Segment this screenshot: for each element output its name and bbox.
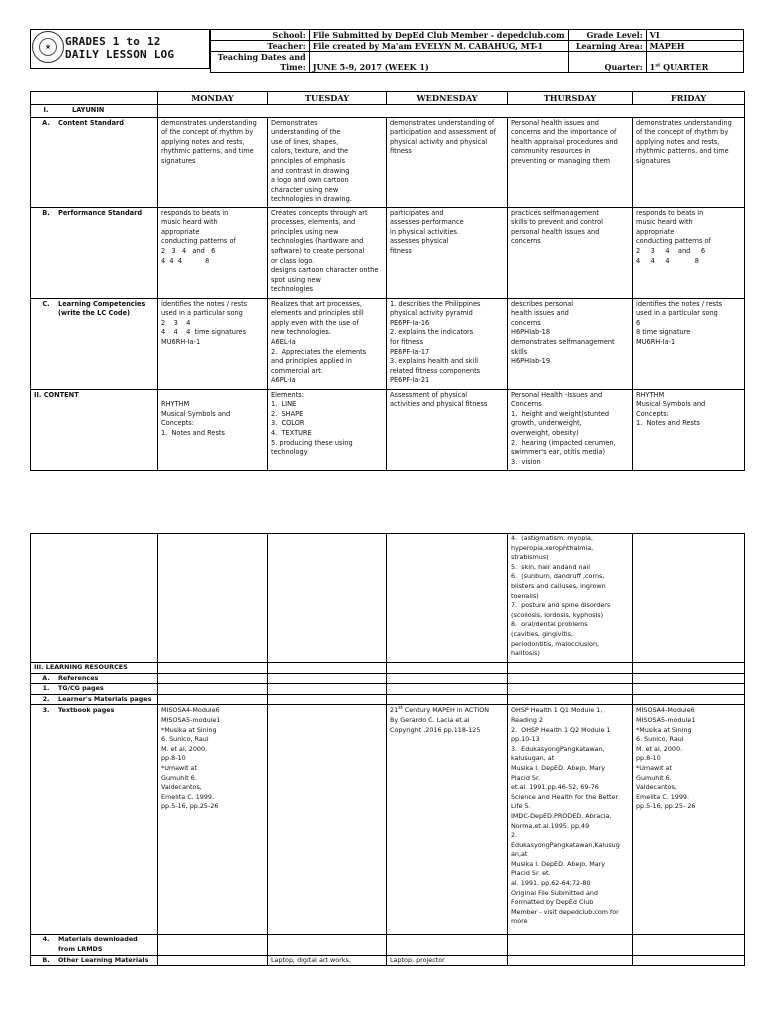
cell-line: Elements: [271,390,304,399]
cell-line: toenails) [511,591,539,600]
cell-line: Science and Health for the Better [511,792,619,801]
cell-line: Realizes that art processes, [271,299,362,308]
cell-line: Norma,et.al.1995. pp.49 [511,821,590,830]
cell-line: 4 4 4 8 [636,256,699,265]
cell-line: spot using new [271,275,321,284]
cell-line: PE6PF-Ia-17 [390,347,430,356]
cell-line: 2 3 4 and 6 [161,246,216,255]
cell-line: pp.8-10 [161,754,186,763]
content-label: II. CONTENT [31,389,158,470]
day-header-thursday: THURSDAY [508,92,633,105]
cell-line: Personal Health -Issues and [511,390,603,399]
cell-line: Valdecantos, [636,783,677,792]
teaching-dates-label-1: Teaching Dates and [211,52,310,63]
cell-line: halitosis) [511,649,540,658]
cell-line: character using new [271,185,339,194]
cell-line: A6EL-Ia [271,337,296,346]
continuation-label-blank [31,534,158,663]
cell-line: physical activity pyramid [390,309,473,318]
cell-line: technologies in drawing. [271,195,352,204]
cell-line: processes, elements, and [271,218,356,227]
cell-line: MISOSA5-module1 [161,715,221,724]
cell-line: physical activity and physical [390,137,488,146]
cell-competencies-tue [268,298,387,389]
cell-line: hyperopia,xerophthalmia, [511,543,594,552]
cell-line: pp.8-10 [636,754,661,763]
learning-area-label: Learning Area: [568,41,646,52]
cell-line: 8 time signature [636,328,691,337]
cell-line: 1. describes the Philippines [390,299,481,308]
cell-line: rhythmic patterns, and time [636,147,729,156]
cell-line: Concepts: [161,419,194,428]
cell-other-tue: Laptop, digital art works, [268,955,387,966]
learning-competencies-label: C. Learning Competencies (write the LC Code) [31,298,158,389]
cell-line: EdukasyongPangkatawan,Kalusug [511,840,620,849]
cell-line: A6PL-Ia [271,376,296,385]
cell-line: Musika I. DepED. Abejo, Mary [511,763,606,772]
cell-content-cont-mon [158,534,268,663]
cell-line: kalusugan, at [511,754,555,763]
cell-line: Original File Submitted and [511,888,598,897]
cell-line: concerns and the importance of [511,128,617,137]
cell-content-cont-thu [508,534,633,663]
cell-line: et.al. 1991.pp.46-52, 69-76 [511,783,599,792]
cell-performance-standard-mon [158,207,268,298]
cell-line: preventing or managing them [511,156,611,165]
cell-line: *Umawit at [161,763,197,772]
cell-line: 1. Notes and Rests [161,428,225,437]
cell-line: concerns [511,318,541,327]
cell-line: Valdecantos, [161,783,202,792]
cell-line: personal health issues and [511,227,600,236]
cell-line: or class logo. [271,256,315,265]
cell-line: Emelita C. 1999. [636,792,690,801]
cell-content-mon [158,389,268,470]
cell-line: MISOSA5-module1 [636,715,696,724]
cell-line: software) to create personal [271,246,365,255]
cell-line: responds to beats in [161,208,229,217]
corner-cell [31,92,158,105]
cell-line: OHSP Health 1 Q1 Module 1, [511,706,603,715]
cell-line: 4. (astigmatism, myopia, [511,534,593,542]
cell-content-cont-tue [268,534,387,663]
cell-line: Musical Symbols and [161,409,231,418]
cell-line: 4. TEXTURE [271,428,312,437]
cell-line: describes personal [511,299,574,308]
cell-line: new technologies. [271,328,331,337]
cell-line: apply even with the use of [271,318,359,327]
learning-area-value: MAPEH [646,41,743,52]
cell-competencies-fri [633,298,745,389]
layunin-label: I. LAYUNIN [31,105,158,118]
cell-line: 3. explains health and skill [390,357,479,366]
cell-content-standard-mon [158,117,268,207]
day-header-monday: MONDAY [158,92,268,105]
cell-line: PE6PF-Ia-16 [390,318,430,327]
cell-line: Placid Sr. [511,773,541,782]
other-materials-label: B. Other Learning Materials [31,955,158,966]
cell-line: 6. Sunico, Raul [636,735,684,744]
title-line-1: GRADES 1 to 12 [65,35,161,48]
lesson-table-part-1 [30,91,745,471]
cell-line: technologies [271,285,314,294]
cell-line: a logo and own cartoon [271,176,349,185]
cell-content-cont-fri [633,534,745,663]
cell-performance-standard-fri [633,207,745,298]
cell-line: growth, underweight, [511,419,582,428]
cell-line: assesses performance [390,218,464,227]
cell-textbook-fri [633,705,745,935]
cell-line: responds to beats in [636,208,704,217]
teaching-dates-value: JUNE 5-9, 2017 (WEEK 1) [309,62,568,73]
cell-line: activities and physical fitness [390,400,488,409]
cell-line: (scoliosis, lordosis, kyphosis) [511,610,604,619]
cell-line: 2. Appreciates the elements [271,347,367,356]
cell-textbook-tue [268,705,387,935]
cell-line: more [511,917,528,926]
layunin-blank [158,105,745,118]
cell-line: demonstrates understanding [636,118,732,127]
cell-other-mon [158,955,268,966]
cell-line: 7. posture and spine disorders [511,601,611,610]
cell-line: *Musika at Sining [161,725,217,734]
cell-textbook-wed: 21st Century MAPEH in ACTION By Gerardo C. Lacia et.al Copyright ,2016 pp.118-125 [387,705,508,935]
cell-line: assesses physical [390,237,449,246]
cell-line: Gumuhit 6. [636,773,672,782]
cell-other-fri [633,955,745,966]
quarter-label: Quarter: [568,62,646,73]
cell-line: H6PHIab-19 [511,357,551,366]
learning-resources-label: III. LEARNING RESOURCES [31,663,158,674]
cell-competencies-mon [158,298,268,389]
cell-line: strabismus) [511,553,549,562]
cell-line: of the concept of rhythm by [636,128,729,137]
cell-line: principles using new [271,227,339,236]
cell-line: rhythmic patterns, and time [161,147,254,156]
cell-line: appropriate [161,227,200,236]
teaching-dates-label-2: Time: [211,62,310,73]
cell-line: Demonstrates [271,118,318,127]
cell-line: swimmer's ear, otitis media) [511,448,606,457]
cell-line: MISOSA4-Module6 [636,706,695,715]
cell-line: 5. skin, hair andand nail [511,562,591,571]
cell-line: pp.10-13 [511,735,540,744]
cell-line: of the concept of rhythm by [161,128,254,137]
tg-cg-pages-label: 1. TG/CG pages [31,684,158,695]
cell-line: 2. explains the indicators [390,328,474,337]
day-header-tuesday: TUESDAY [268,92,387,105]
cell-content-fri [633,389,745,470]
header-info-table [210,29,744,73]
school-label: School: [211,30,310,41]
cell-line: colors, texture, and the [271,147,349,156]
cell-line: music heard with [161,218,218,227]
learners-materials-label: 2. Learner's Materials pages [31,694,158,705]
cell-content-standard-wed [387,117,508,207]
teacher-value: File created by Ma'am EVELYN M. CABAHUG, MT-1 [309,41,568,52]
cell-line: Musika I. DepED. Abejo, Mary [511,859,606,868]
cell-line: 1. height and weight(stunted [511,409,610,418]
cell-line: MU6RH-Ia-1 [636,337,676,346]
cell-line: appropriate [636,227,675,236]
cell-line: commercial art. [271,366,323,375]
cell-line: 6 [636,318,641,327]
cell-line: signatures [161,156,196,165]
cell-line: applying notes and rests, [161,137,245,146]
cell-line: used in a particular song [636,309,718,318]
cell-competencies-wed [387,298,508,389]
day-header-friday: FRIDAY [633,92,745,105]
cell-line: 2. [511,831,518,840]
cell-textbook-mon [158,705,268,935]
cell-line: 2. SHAPE [271,409,304,418]
quarter-value: 1st QUARTER [646,62,743,73]
cell-line: used in a particular song [161,309,243,318]
cell-line: periodontitis, malocclusion, [511,639,600,648]
cell-line: for fitness [390,337,424,346]
day-header-wednesday: WEDNESDAY [387,92,508,105]
cell-content-cont-wed [387,534,508,663]
cell-line: and principles applied in [271,357,352,366]
cell-line: RHYTHM [161,400,190,409]
cell-line: overweight, obesity) [511,428,579,437]
cell-line: fitness [390,246,412,255]
cell-line: and contrast in drawing [271,166,350,175]
cell-line: H6PHIab-18 [511,328,551,337]
cell-competencies-thu [508,298,633,389]
title-line-2: DAILY LESSON LOG [65,48,175,61]
cell-line: practices selfmanagement [511,208,600,217]
cell-line: pp.5-16, pp.25- 26 [636,802,696,811]
cell-line: technologies (hardware and [271,237,364,246]
grade-level-label: Grade Level: [568,30,646,41]
teacher-label: Teacher: [211,41,310,52]
references-label: A. References [31,673,158,684]
cell-line: 6. Sunico, Raul [161,735,209,744]
cell-line: demonstrates selfmanagement [511,337,615,346]
cell-content-thu [508,389,633,470]
cell-line: pp.5-16, pp.25-26 [161,802,219,811]
cell-line: Personal health issues and [511,118,599,127]
cell-line: demonstrates understanding of [390,118,495,127]
cell-line: health issues and [511,309,569,318]
cell-line: applying notes and rests, [636,137,720,146]
cell-line: 3. EdukasyongPangkatawan, [511,744,605,753]
cell-line: 8. oral/dental problems [511,620,588,629]
cell-line: signatures [636,156,671,165]
cell-line: participates and [390,208,444,217]
cell-line: 5. producing these using [271,438,353,447]
cell-line: in physical activities. [390,227,460,236]
cell-line: Emelita C. 1999. [161,792,215,801]
cell-content-wed [387,389,508,470]
cell-line: 3. vision [511,457,541,466]
cell-line: IMDC-DepED.PRODED. Abracia, [511,811,612,820]
cell-line: RHYTHM [636,390,665,399]
cell-line: Placid Sr. et. [511,869,551,878]
cell-line: skills to prevent and control [511,218,603,227]
cell-line: Reading 2 [511,715,544,724]
cell-line: 3. COLOR [271,419,305,428]
cell-line: al. 1991. pp.62-64;72-80 [511,879,591,888]
cell-other-wed: Laptop, projector [387,955,508,966]
cell-line: health appraisal procedures and [511,137,618,146]
cell-line: 2. OHSP Health 1 Q2 Module 1 [511,725,611,734]
cell-line: Concerns [511,400,542,409]
cell-textbook-thu [508,705,633,935]
cell-line: MU6RH-Ia-1 [161,337,201,346]
cell-line: MISOSA4-Module6 [161,706,220,715]
cell-line: Creates concepts through art [271,208,368,217]
cell-performance-standard-thu [508,207,633,298]
cell-line: conducting patterns of [636,237,711,246]
cell-line: Concepts: [636,409,669,418]
cell-line: M. et al, 2000. [161,744,208,753]
cell-performance-standard-wed [387,207,508,298]
content-standard-label: A. Content Standard [31,117,158,207]
cell-line: concerns [511,237,541,246]
cell-line: skills [511,347,528,356]
cell-line: *Musika at Sining [636,725,692,734]
cell-line: identifies the notes / rests [161,299,248,308]
cell-line: M. et al, 2000. [636,744,683,753]
lesson-table-part-2 [30,533,745,966]
cell-line: (cavities, gingivitis, [511,629,573,638]
textbook-wed-line-1: Century MAPEH in ACTION [404,706,489,715]
cell-line: elements and principles still [271,309,364,318]
lrmds-label: 4. Materials downloaded from LRMDS [31,935,158,955]
cell-line: community resources in [511,147,591,156]
cell-content-standard-tue [268,117,387,207]
deped-seal-icon: ★ [32,31,64,63]
cell-line: understanding of the [271,128,341,137]
cell-line: Member - visit depedclub.com for [511,907,619,916]
cell-line: use of lines, shapes, [271,137,339,146]
cell-line: identifies the notes / rests [636,299,723,308]
cell-line: an,at [511,850,528,859]
cell-line: 1. LINE [271,400,297,409]
cell-content-tue [268,389,387,470]
cell-line: principles of emphasis [271,156,346,165]
school-value: File Submitted by DepEd Club Member - depedclub.com [309,30,568,41]
cell-line: participation and assessment of [390,128,496,137]
cell-line: 6. (sunburn, dandruff ,corns, [511,572,605,581]
cell-line: designs cartoon character onthe [271,266,379,275]
cell-line: 4 4 4 time signatures [161,328,247,337]
cell-line: technology [271,448,308,457]
cell-line: PE6PF-Ia-21 [390,376,430,385]
cell-line: Gumuhit 6. [161,773,197,782]
cell-line: Assessment of physical [390,390,468,399]
cell-content-standard-thu [508,117,633,207]
grade-level-value: VI [646,30,743,41]
cell-line: conducting patterns of [161,237,236,246]
cell-line: fitness [390,147,412,156]
cell-line: music heard with [636,218,693,227]
cell-other-thu [508,955,633,966]
cell-line: 1. Notes and Rests [636,419,700,428]
cell-line: 2 3 4 [161,318,191,327]
cell-line: 4 4 4 8 [161,256,210,265]
textbook-pages-label: 3. Textbook pages [31,705,158,935]
cell-line: Musical Symbols and [636,400,706,409]
cell-line: 2 3 4 and 6 [636,246,706,255]
cell-line: related fitness components [390,366,481,375]
cell-line: 2. hearing (impacted cerumen, [511,438,616,447]
cell-line: Life 5. [511,802,531,811]
cell-line [161,391,264,401]
cell-line: blisters and calluses, ingrown [511,581,606,590]
cell-performance-standard-tue [268,207,387,298]
performance-standard-label: B. Performance Standard [31,207,158,298]
cell-line: demonstrates understanding [161,118,257,127]
cell-line: Formatted by DepEd Club [511,898,594,907]
cell-content-standard-fri [633,117,745,207]
cell-line: *Umawit at [636,763,672,772]
